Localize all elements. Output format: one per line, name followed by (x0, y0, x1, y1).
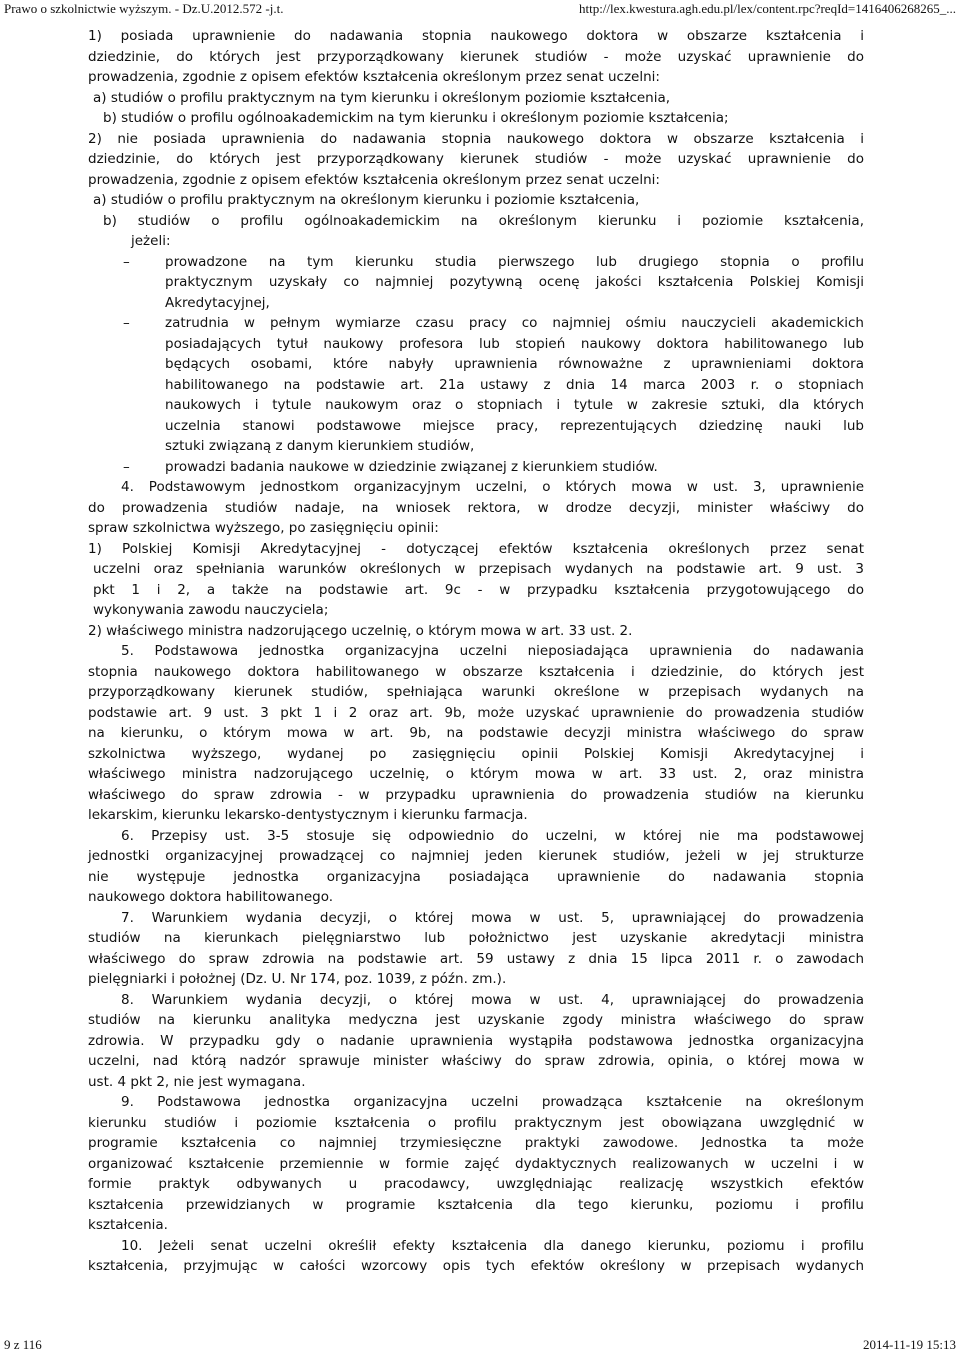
text-line: praktycznym uzyskały co najmniej pozytywną ocenę jakości kształcenia Polskiej Komisji (165, 274, 864, 290)
text-line: a) studiów o profilu praktycznym na określonym kierunku i poziomie kształcenia, (93, 192, 640, 208)
print-timestamp: 2014-11-19 15:13 (862, 1337, 956, 1352)
text-line: prowadzenia, zgodnie z opisem efektów kształcenia określonym przez senat uczelni: (88, 171, 660, 188)
text-line: b) studiów o profilu ogólnoakademickim na tym kierunku i określonym poziomie kształcenia; (103, 110, 729, 126)
text-line: uczelni oraz spełniania warunków określonych w przepisach wydanych na podstawie art. 9 ust. 3 (93, 561, 864, 577)
text-line: prowadzone na tym kierunku studia pierwszego lub drugiego stopnia o profilu (165, 253, 864, 270)
text-line: kształcenia, przyjmując w całości wzorcowy opis tych efektów określony w przepisach wydanych (88, 1258, 864, 1274)
page-counter: 9 z 116 (4, 1337, 42, 1352)
paragraph-start: 10. Jeżeli senat uczelni określił efekty kształcenia dla danego kierunku, poziomu i profilu (121, 1237, 864, 1254)
paragraph-start: 9. Podstawowa jednostka organizacyjna uczelni prowadząca kształcenie na określonym (121, 1094, 864, 1110)
text-line: naukowego doktora habilitowanego. (88, 889, 334, 905)
text-line: prowadzenia, zgodnie z opisem efektów kształcenia określonym przez senat uczelni: (88, 69, 660, 85)
text-line: zatrudnia w pełnym wymiarze czasu pracy co najmniej ośmiu nauczycieli akademickich (165, 315, 864, 331)
text-line: naukowych i tytule naukowym oraz o stopniach i tytule w zakresie sztuki, dla których (165, 397, 864, 413)
document-body (88, 26, 864, 1277)
text-line: prowadzi badania naukowe w dziedzinie związanej z kierunkiem studiów. (165, 458, 658, 475)
text-line: posiadających tytuł naukowy profesora lub stopień naukowy doktora habilitowanego lub (165, 335, 864, 352)
paragraph-start: 5. Podstawowa jednostka organizacyjna uczelni nieposiadająca uprawnienia do nadawania (121, 643, 864, 659)
text-line: wykonywania zawodu nauczyciela; (93, 602, 329, 618)
print-header (0, 0, 960, 18)
text-line: 1) posiada uprawnienie do nadawania stopnia naukowego doktora w obszarze kształcenia i (88, 28, 864, 44)
dash-list-item (123, 252, 864, 273)
text-line: jednostki organizacyjnej prowadzącej co najmniej jeden kierunek studiów, jeżeli w jej strukturze (88, 848, 864, 864)
header-title: Prawo o szkolnictwie wyższym. - Dz.U.2012.572 -j.t. (4, 1, 284, 16)
text-line: szkolnictwa wyższego, wydanej po zasięgnięciu opinii Polskiej Komisji Akredytacyjnej i (88, 745, 864, 762)
text-line: b) studiów o profilu ogólnoakademickim na określonym kierunku i poziomie kształcenia, (103, 212, 864, 229)
text-line: studiów na kierunkach pielęgniarstwo lub położnictwo jest uzyskanie akredytacji ministra (88, 930, 864, 946)
text-line: programie kształcenia co najmniej trzymiesięczne praktyki zawodowe. Jednostka ta może (88, 1135, 864, 1151)
text-line: lekarskim, kierunku lekarsko-dentystycznym i kierunku farmacja. (88, 807, 528, 823)
text-line: zdrowia. W przypadku gdy o nadanie uprawnienia wystąpiła podstawowa jednostka organizacyjna (88, 1032, 864, 1049)
print-footer (0, 1336, 960, 1354)
paragraph-start: 7. Warunkiem wydania decyzji, o której mowa w ust. 5, uprawniającej do prowadzenia (121, 909, 864, 926)
text-line: uczelnia stanowi podstawowe miejsce pracy, reprezentujących dziedzinę nauki lub (165, 417, 864, 434)
paragraph-start: 8. Warunkiem wydania decyzji, o której mowa w ust. 4, uprawniającej do prowadzenia (121, 991, 864, 1008)
dash-list-item (123, 313, 864, 334)
text-line: stopnia naukowego doktora habilitowanego w obszarze kształcenia i dziedzinie, do których jest (88, 663, 864, 680)
text-line: do prowadzenia studiów nadaje, na wniosek rektora, w drodze decyzji, minister właściwy do (88, 499, 864, 516)
text-line: nie występuje jednostka organizacyjna posiadająca uprawnienie do nadawania stopnia (88, 868, 864, 885)
text-line: uczelni, nad którą nadzór sprawuje minister właściwy do spraw zdrowia, opinia, o której mowa w (88, 1053, 864, 1069)
paragraph-start: 4. Podstawowym jednostkom organizacyjnym uczelni, o których mowa w ust. 3, uprawnienie (121, 479, 864, 495)
text-line: pkt 1 i 2, a także na podstawie art. 9c - w przypadku kształcenia przygotowującego do (93, 581, 864, 598)
text-line: jeżeli: (131, 233, 171, 249)
text-line: a) studiów o profilu praktycznym na tym kierunku i określonym poziomie kształcenia, (93, 89, 671, 106)
text-line: podstawie art. 9 ust. 3 pkt 1 i 2 oraz art. 9b, może uzyskać uprawnienie do prowadzenia studiów (88, 704, 864, 721)
dash-list-item (123, 457, 864, 478)
text-line: Akredytacyjnej, (165, 294, 270, 311)
text-line: habilitowanego na podstawie art. 21a ustawy z dnia 14 marca 2003 r. o stopniach (165, 376, 864, 393)
text-line: studiów na kierunku analityka medyczna jest uzyskanie zgody ministra właściwego do spraw (88, 1012, 864, 1028)
text-line: sztuki związaną z danym kierunkiem studiów, (165, 438, 475, 454)
text-line: 2) nie posiada uprawnienia do nadawania stopnia naukowego doktora w obszarze kształcenia i (88, 130, 864, 147)
text-line: organizować kształcenie przemiennie w formie zajęć dydaktycznych realizowanych w uczelni i w (88, 1155, 864, 1172)
text-line: na kierunku, o którym mowa w art. 9b, na podstawie decyzji ministra właściwego do spraw (88, 725, 864, 741)
text-line: kształcenia przewidzianych w programie kształcenia dla tego kierunku, poziomu i profilu (88, 1196, 864, 1213)
dash-marker: – (123, 253, 130, 270)
text-line: kierunku studiów i poziomie kształcenia o profilu praktycznym jest obowiązana uwzględnić w (88, 1114, 864, 1131)
text-line: pielęgniarki i położnej (Dz. U. Nr 174, poz. 1039, z późn. zm.). (88, 971, 507, 987)
text-line: właściwego do spraw zdrowia na podstawie art. 59 ustawy z dnia 15 lipca 2011 r. o zawodach (88, 950, 864, 967)
text-line: kształcenia. (88, 1217, 168, 1233)
dash-marker: – (123, 458, 130, 475)
text-line: przyporządkowany kierunek studiów, spełniająca warunki określone w przepisach wydanych na (88, 684, 864, 700)
text-line: ust. 4 pkt 2, nie jest wymagana. (88, 1073, 306, 1090)
dash-marker: – (123, 315, 130, 331)
text-line: dziedzinie, do których jest przyporządkowany kierunek studiów - może uzyskać uprawnienie do (88, 48, 864, 65)
paragraph-start: 6. Przepisy ust. 3-5 stosuje się odpowiednio do uczelni, w której nie ma podstawowej (121, 827, 864, 844)
text-line: formie praktyk odbywanych u pracodawcy, uwzględniając realizację wszystkich efektów (88, 1176, 864, 1192)
text-line: będących osobami, które nabyły uprawnienia równoważne z uprawnieniami doktora (165, 356, 864, 372)
text-line: właściwego do spraw zdrowia - w przypadku uprawnienia do prowadzenia studiów na kierunku (88, 786, 864, 803)
text-line: spraw szkolnictwa wyższego, po zasięgnięciu opinii: (88, 520, 439, 536)
text-line: właściwego ministra nadzorującego uczelnię, o którym mowa w art. 33 ust. 2, oraz ministra (88, 766, 864, 782)
text-line: 1) Polskiej Komisji Akredytacyjnej - dotyczącej efektów kształcenia określonych przez senat (88, 540, 864, 557)
text-line: dziedzinie, do których jest przyporządkowany kierunek studiów - może uzyskać uprawnienie do (88, 151, 864, 167)
header-url: http://lex.kwestura.agh.edu.pl/lex/content.rpc?reqId=1416406268265_... (578, 1, 956, 16)
text-line: 2) właściwego ministra nadzorującego uczelnię, o którym mowa w art. 33 ust. 2. (88, 622, 633, 639)
